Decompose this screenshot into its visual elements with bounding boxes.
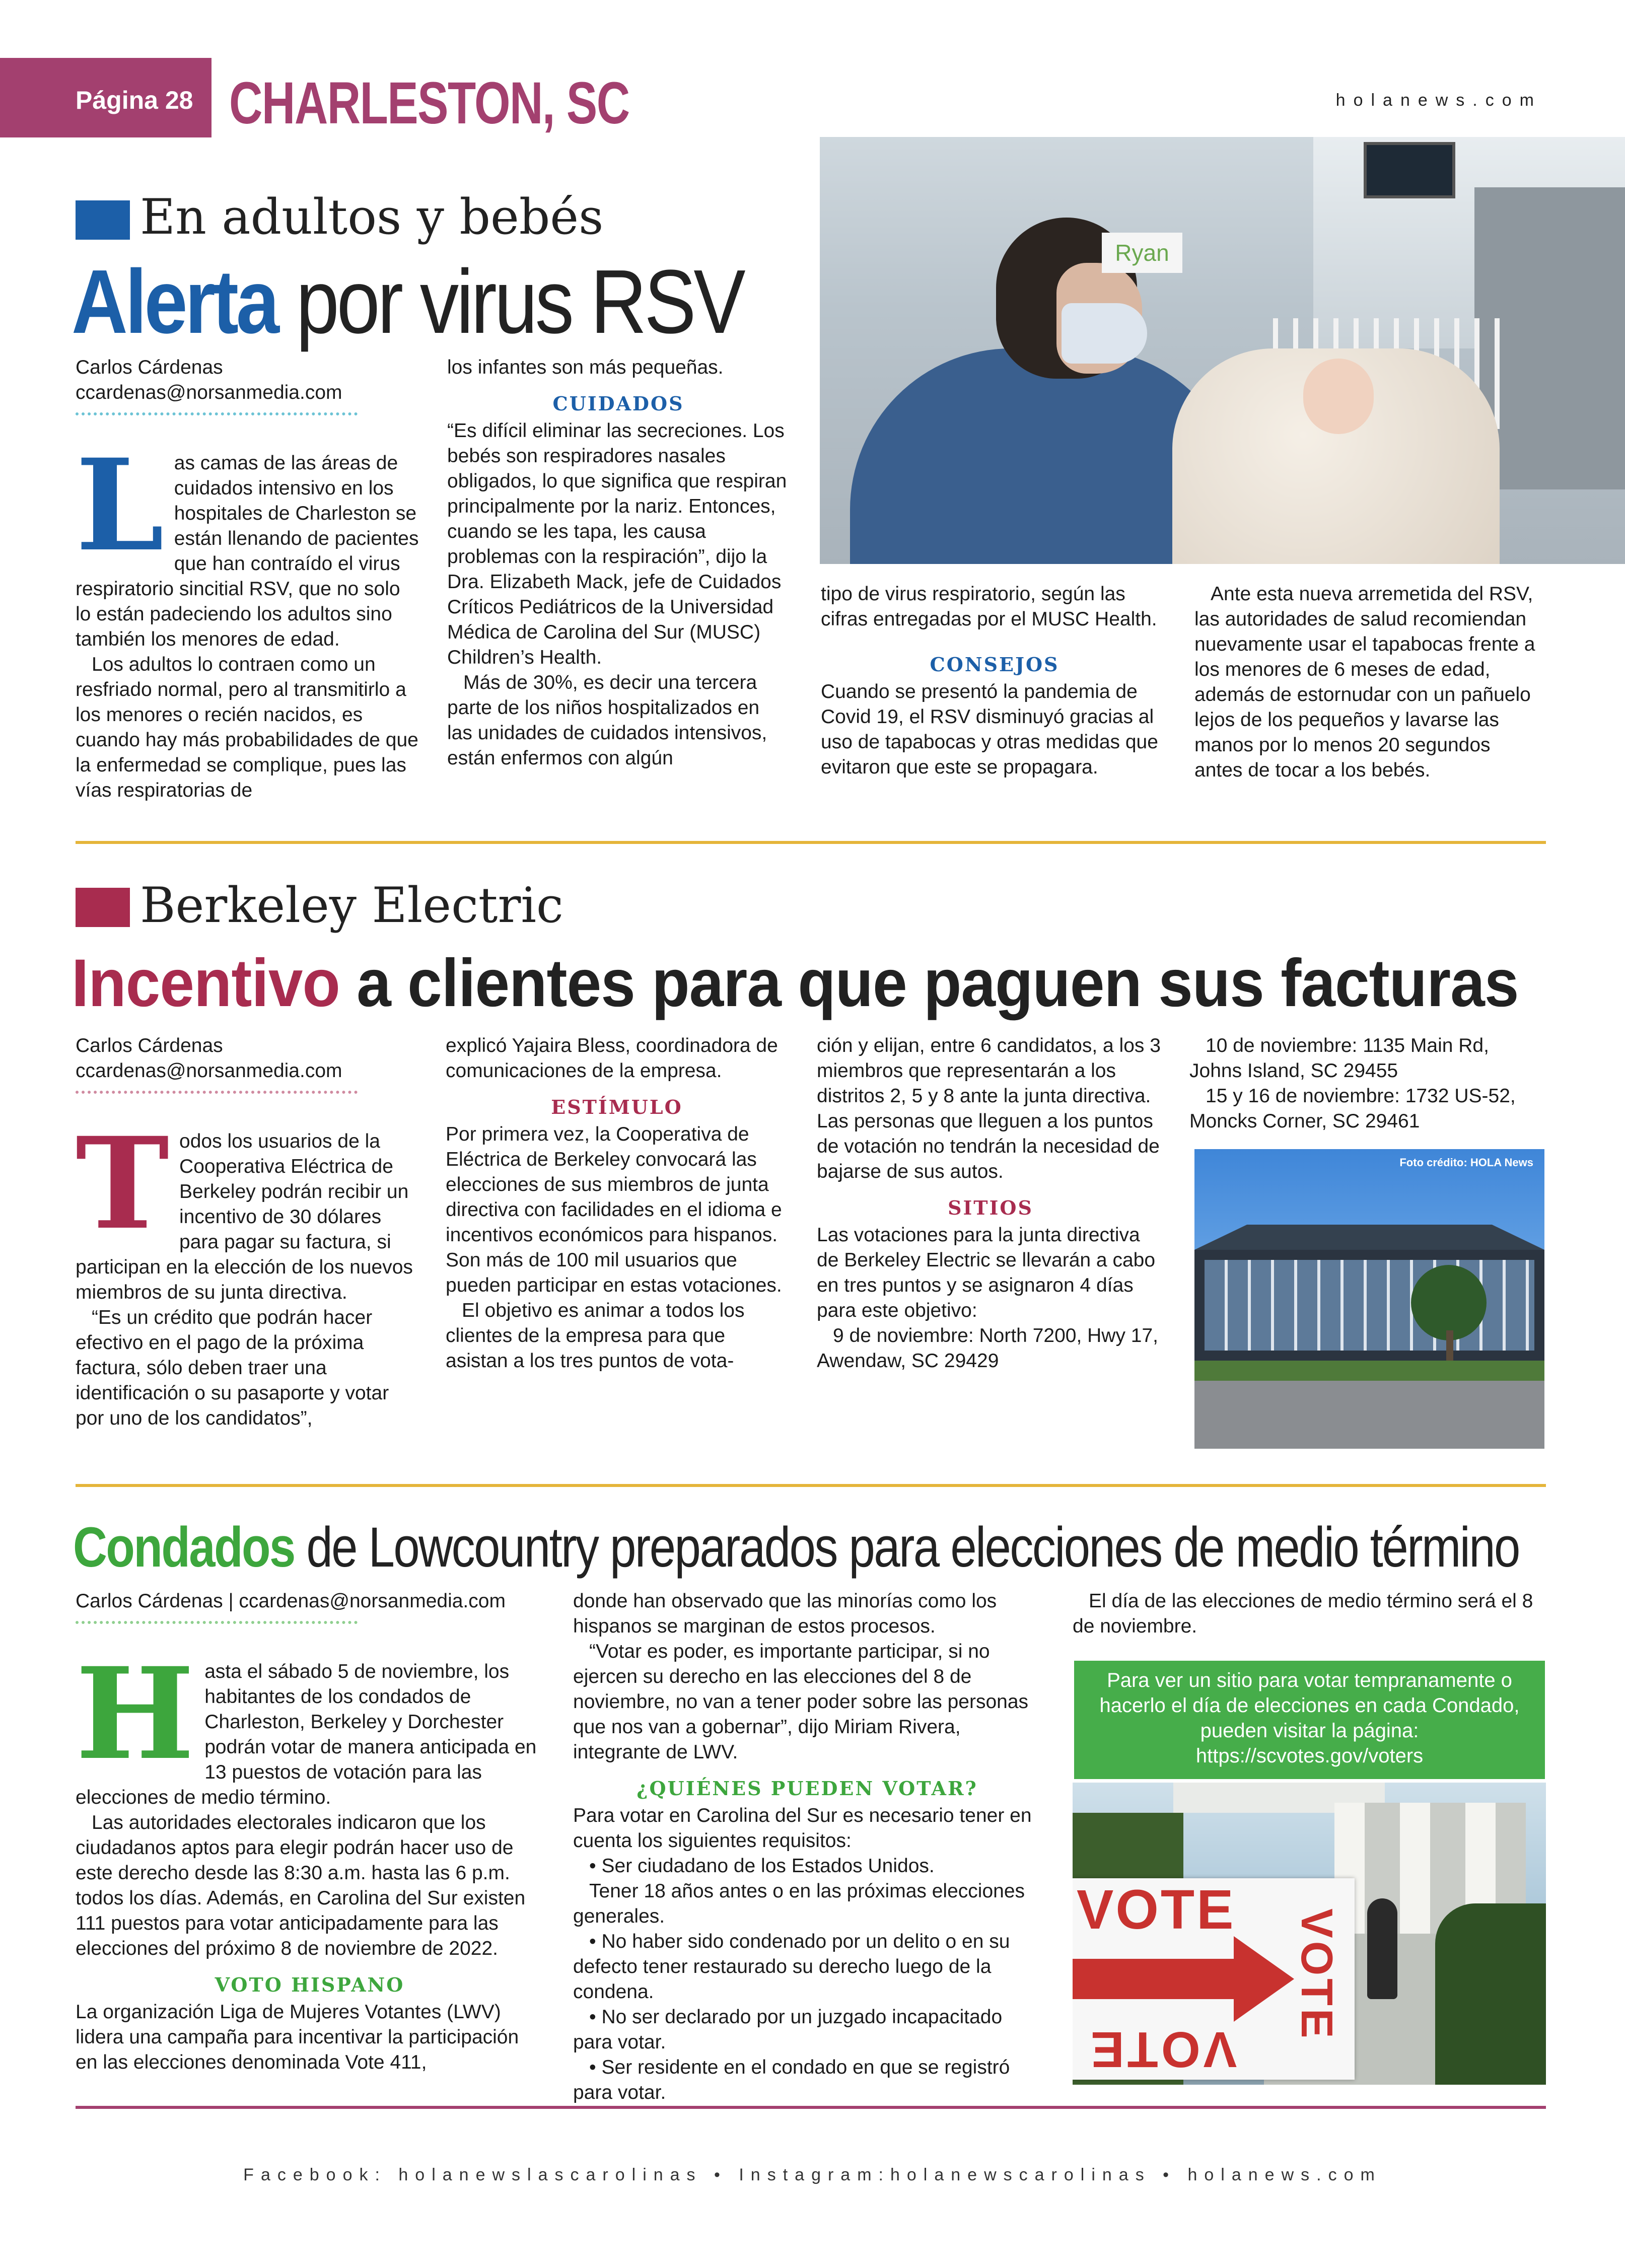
condados-dropcap: H — [76, 1640, 195, 1788]
condados-headline-rest: de Lowcountry preparados para elecciones de medio término — [294, 1516, 1519, 1579]
photo-parking-lot — [1194, 1381, 1544, 1449]
condados-p3: La organización Liga de Mujeres Votantes (LWV) lidera una campaña para incentivar la participación en las elecciones denominada Vote 411, — [76, 2001, 519, 2073]
rsv-p1: as camas de las áreas de cuidados intensivo en los hospitales de Charleston se están llenando de pacientes que han contraído el virus respiratorio sincitial RSV, que no solo lo están padeciendo los adultos sino también los menores de edad. — [76, 452, 419, 650]
berkeley-subhead-sitios: SITIOS — [948, 1196, 1033, 1219]
site-name[interactable]: holanews.com — [1335, 91, 1542, 110]
section-divider-2 — [76, 1484, 1546, 1487]
footer-rule — [76, 2106, 1546, 2109]
condados-p1: asta el sábado 5 de noviembre, los habitantes de los condados de Charleston, Berkeley y Dorchester podrán votar de manera anticipada en 13 puestos de votación para las elecciones de medio término. — [76, 1661, 537, 1808]
berkeley-col-3 — [817, 1033, 1164, 1374]
berkeley-col-2 — [446, 1033, 788, 1374]
rsv-headline — [72, 252, 743, 352]
berkeley-building-photo — [1194, 1149, 1544, 1449]
rsv-col2-p1: los infantes son más pequeñas. — [447, 357, 724, 378]
condados-col2-p3: Para votar en Carolina del Sur es necesario tener en cuenta los siguientes requisitos: — [573, 1805, 1032, 1852]
vote-sign-board — [1073, 1878, 1355, 2080]
rsv-col-4 — [1194, 582, 1542, 783]
rsv-hospital-photo — [820, 137, 1625, 564]
section-title: CHARLESTON, SC — [229, 70, 629, 136]
condados-col2-p2: “Votar es poder, es importante participar, si no ejercen su derecho en las elecciones del 8 de noviembre, no van a tener poder sobre las personas que nos van a gobernar”, dijo Miriam Rivera, integrante de LWV. — [573, 1641, 1029, 1763]
photo-monitor — [1364, 142, 1455, 198]
berkeley-p2: “Es un crédito que podrán hacer efectivo en el pago de la próxima factura, sólo deben traer una identificación o su pasaporte y votar por uno de los candidatos”, — [76, 1307, 389, 1429]
berkeley-col3-p2: Las votaciones para la junta directiva de Berkeley Electric se llevarán a cabo en tres puntos y se asignaron 4 días para este objetivo: — [817, 1224, 1156, 1321]
condados-col-3 — [1073, 1589, 1546, 1639]
berkeley-p1: odos los usuarios de la Cooperativa Eléctrica de Berkeley podrán recibir un incentivo de 30 dólares para pagar su factura, si participan en la elección de los nuevos miembros de su junta directiva. — [76, 1130, 413, 1303]
condados-req-1: • Ser ciudadano de los Estados Unidos. — [589, 1855, 935, 1877]
rsv-p2: Los adultos lo contraen como un resfriado normal, pero al transmitirlo a los menores o recién nacidos, es cuando hay más probabilidades de que la enfermedad se complique, pues las vías respiratorias de — [76, 654, 418, 801]
footer-social[interactable]: Facebook: holanewslascarolinas • Instagram:holanewscarolinas • holanews.com — [243, 2165, 1382, 2184]
rsv-col-2 — [447, 355, 790, 771]
condados-req-3: • No haber sido condenado por un delito o en su defecto tener restaurado su derecho luego de la condena. — [573, 1931, 1010, 2003]
rsv-headline-strong: Alerta — [72, 251, 277, 352]
rsv-email[interactable]: ccardenas@norsanmedia.com — [76, 382, 342, 403]
condados-headline — [73, 1515, 1519, 1580]
condados-dotted-divider — [76, 1621, 358, 1624]
berkeley-headline-rest: a clientes para que paguen sus facturas — [339, 946, 1519, 1021]
berkeley-col2-p3: El objetivo es animar a todos los clientes de la empresa para que asistan a los tres puntos de vota- — [446, 1300, 745, 1372]
vote-sign-photo — [1073, 1783, 1546, 2085]
condados-col3-p1: El día de las elecciones de medio término será el 8 de noviembre. — [1073, 1590, 1533, 1637]
photo-shrubs-right — [1435, 1903, 1546, 2085]
condados-req-5: • Ser residente en el condado en que se registró para votar. — [573, 2057, 1010, 2103]
condados-byline: Carlos Cárdenas | ccardenas@norsanmedia.com — [76, 1590, 506, 1612]
berkeley-col-4 — [1189, 1033, 1542, 1134]
berkeley-col3-p3: 9 de noviembre: North 7200, Hwy 17, Awendaw, SC 29429 — [817, 1325, 1159, 1372]
rsv-col3-p2: Cuando se presentó la pandemia de Covid 19, el RSV disminuyó gracias al uso de tapabocas y otras medidas que evitaron que este se propagara. — [821, 681, 1158, 778]
rsv-kicker: En adultos y bebés — [140, 189, 604, 245]
photo-building-roof — [1194, 1225, 1544, 1250]
berkeley-subhead-estimulo: ESTÍMULO — [551, 1096, 683, 1118]
vote-sign-side: VOTE — [1292, 1908, 1342, 2041]
berkeley-col2-p1: explicó Yajaira Bless, coordinadora de comunicaciones de la empresa. — [446, 1035, 778, 1082]
photo-person — [1367, 1898, 1397, 1999]
rsv-col3-p1: tipo de virus respiratorio, según las cifras entregadas por el MUSC Health. — [821, 583, 1157, 630]
page-number: Página 28 — [76, 86, 193, 114]
condados-p2: Las autoridades electorales indicaron que los ciudadanos aptos para elegir podrán hacer uso de este derecho desde las 8:30 a.m. hasta las 6 p.m. todos los días. Además, en Carolina del Sur existen 111 puestos para votar anticipadamente para las elecciones del próximo 8 de noviembre de 2022. — [76, 1812, 526, 1959]
vote-sign-bottom: VOTE — [1088, 2021, 1237, 2078]
photo-name-sign: Ryan — [1102, 233, 1182, 273]
berkeley-headline — [72, 946, 1519, 1021]
photo-credit: Foto crédito: HOLA News — [1399, 1156, 1533, 1169]
berkeley-col-1 — [76, 1033, 418, 1431]
rsv-col2-p2: “Es difícil eliminar las secreciones. Los bebés son respiradores nasales obligados, lo que significa que respiran principalmente por la nariz. Entonces, cuando se les tapa, les causa problemas con la respiración”, dijo la Dra. Elizabeth Mack, jefe de Cuidados Críticos Pediátricos de la Universidad Médica de Carolina del Sur (MUSC) Children’s Health. — [447, 420, 787, 668]
berkeley-col4-p1: 10 de noviembre: 1135 Main Rd, Johns Island, SC 29455 — [1189, 1035, 1489, 1082]
photo-baby-face — [1303, 359, 1374, 434]
berkeley-dotted-divider — [76, 1091, 358, 1094]
vote-sign-top: VOTE — [1077, 1879, 1236, 1941]
berkeley-kicker: Berkeley Electric — [140, 877, 563, 934]
berkeley-col2-p2: Por primera vez, la Cooperativa de Eléctrica de Berkeley convocará las elecciones de sus miembros de junta directiva con facilidades en el idioma e incentivos económicos para hispanos. Son más de 100 mil usuarios que pueden participar en estas votaciones. — [446, 1123, 782, 1296]
rsv-col-3 — [821, 582, 1168, 780]
condados-subhead-voto: VOTO HISPANO — [215, 1973, 405, 1996]
voting-info-text[interactable]: Para ver un sitio para votar tempranamente o hacerlo el día de elecciones en cada Condado, pueden visitar la página: https://scvotes.gov/voters — [1099, 1669, 1520, 1767]
condados-col-1 — [76, 1589, 544, 2075]
rsv-subhead-consejos: CONSEJOS — [930, 653, 1059, 676]
rsv-col-1 — [76, 355, 419, 803]
rsv-author: Carlos Cárdenas — [76, 357, 223, 378]
rsv-col2-p3: Más de 30%, es decir una tercera parte de los niños hospitalizados en las unidades de cuidados intensivos, están enfermos con algún — [447, 672, 767, 769]
condados-subhead-quienes: ¿QUIÉNES PUEDEN VOTAR? — [637, 1777, 978, 1800]
kicker-square — [76, 200, 130, 240]
kicker-square — [76, 888, 130, 927]
voting-info-box — [1074, 1661, 1545, 1779]
rsv-col4-p1: Ante esta nueva arremetida del RSV, las autoridades de salud recomiendan nuevamente usar el tapabocas frente a los menores de 6 meses de edad, además de estornudar con un pañuelo lejos de los pequeños y lavarse las manos por lo menos 20 segundos antes de tocar a los bebés. — [1194, 583, 1535, 781]
rsv-dropcap: L — [76, 431, 164, 579]
condados-col-2 — [573, 1589, 1041, 2105]
berkeley-headline-strong: Incentivo — [72, 946, 340, 1021]
berkeley-dropcap: T — [76, 1109, 170, 1257]
berkeley-author: Carlos Cárdenas — [76, 1035, 223, 1056]
rsv-dotted-divider — [76, 412, 358, 415]
condados-req-2: Tener 18 años antes o en las próximas elecciones generales. — [573, 1880, 1025, 1927]
berkeley-col4-p2: 15 y 16 de noviembre: 1732 US-52, Moncks Corner, SC 29461 — [1189, 1085, 1516, 1132]
photo-mask — [1062, 303, 1147, 364]
photo-lawn — [1194, 1361, 1544, 1381]
rsv-headline-rest: por virus RSV — [276, 251, 743, 352]
vote-arrow-head — [1234, 1936, 1294, 2022]
berkeley-col3-p1: ción y elijan, entre 6 candidatos, a los 3 miembros que representarán a los distritos 2, 5 y 8 ante la junta directiva. Las personas que lleguen a los puntos de votación no tendrán la necesidad de bajarse de sus autos. — [817, 1035, 1161, 1182]
section-divider-1 — [76, 841, 1546, 844]
photo-palm-tree — [1411, 1265, 1487, 1340]
condados-headline-strong: Condados — [73, 1516, 295, 1579]
vote-arrow-shaft — [1073, 1959, 1239, 1999]
rsv-subhead-cuidados: CUIDADOS — [552, 392, 684, 415]
berkeley-email[interactable]: ccardenas@norsanmedia.com — [76, 1060, 342, 1082]
condados-req-4: • No ser declarado por un juzgado incapacitado para votar. — [573, 2006, 1003, 2053]
condados-col2-p1: donde han observado que las minorías como los hispanos se marginan de estos procesos. — [573, 1590, 997, 1637]
